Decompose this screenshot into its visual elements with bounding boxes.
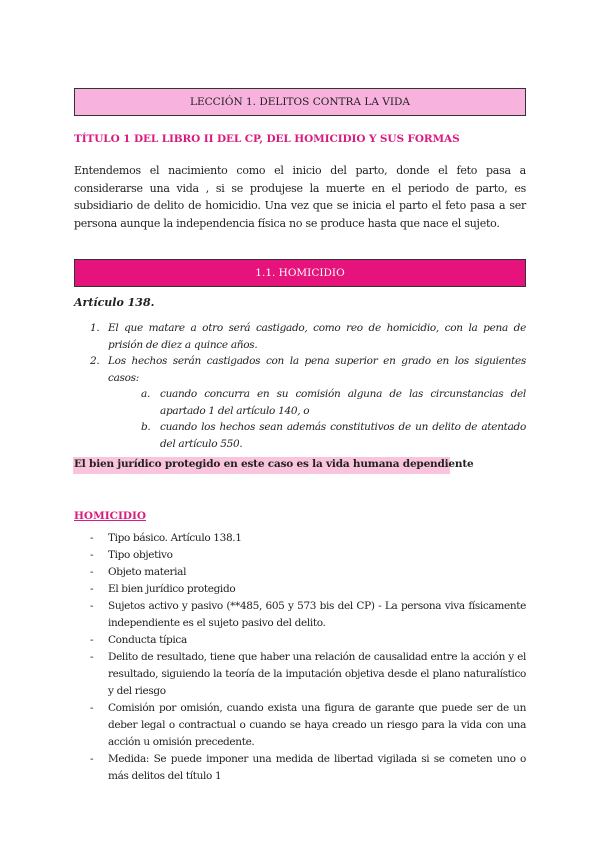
list-item-text: Delito de resultado, tiene que haber una relación de causalidad entre la acción y el resultado, siguiendo la teoría de la imputación objetiva desde el plano naturalístico y del riesgo	[108, 651, 526, 697]
article-item-text: Los hechos serán castigados con la pena superior en grado en los siguientes casos:	[108, 355, 526, 384]
bullet-dash: -	[90, 566, 94, 578]
article-subitem-letter: b.	[141, 421, 151, 433]
highlighted-statement: El bien jurídico protegido en este caso es la vida humana dependiente	[74, 458, 474, 470]
article-item-number: 2.	[90, 355, 100, 367]
intro-paragraph: Entendemos el nacimiento como el inicio del parto, donde el feto pasa a considerarse una vida , si se produjese la muerte en el periodo de parto, es subsidiario de delito de homicidio. Una vez que se inicia el parto el feto pasa a ser persona aunque la independencia física no se produce hasta que nace el sujeto.	[74, 164, 526, 230]
list-item	[90, 649, 526, 700]
bullet-dash: -	[90, 753, 94, 765]
list-item-text: Tipo básico. Artículo 138.1	[108, 532, 242, 544]
article-title: Artículo 138.	[74, 296, 155, 309]
lesson-title: LECCIÓN 1. DELITOS CONTRA LA VIDA	[190, 96, 410, 108]
article-item	[90, 320, 526, 353]
article-subitem-text: cuando concurra en su comisión alguna de las circunstancias del apartado 1 del artículo 140, o	[160, 388, 526, 417]
section-title: 1.1. HOMICIDIO	[255, 267, 345, 279]
bullet-dash: -	[90, 600, 94, 612]
list-item	[90, 700, 526, 751]
bullet-dash: -	[90, 702, 94, 714]
list-item-text: Objeto material	[108, 566, 187, 578]
list-item	[90, 598, 526, 632]
list-item	[90, 547, 526, 564]
article-subitem	[141, 386, 526, 419]
list-item	[90, 581, 526, 598]
article-list	[90, 320, 526, 452]
article-subitem-text: cuando los hechos sean además constitutivos de un delito de atentado del artículo 550.	[160, 421, 526, 450]
homicidio-heading: HOMICIDIO	[74, 510, 147, 522]
section-title-box	[74, 259, 526, 287]
bullet-dash: -	[90, 583, 94, 595]
list-item-text: Tipo objetivo	[108, 549, 173, 561]
article-item-number: 1.	[90, 322, 100, 334]
bullet-dash: -	[90, 549, 94, 561]
article-subitem-letter: a.	[141, 388, 150, 400]
article-subitem	[141, 419, 526, 452]
list-item	[90, 632, 526, 649]
bullet-dash: -	[90, 532, 94, 544]
homicidio-list	[90, 530, 526, 785]
list-item-text: Comisión por omisión, cuando exista una figura de garante que puede ser de un deber legal o contractual o cuando se haya creado un riesgo para la vida con una acción u omisión precedente.	[108, 702, 526, 748]
lesson-title-box	[74, 88, 526, 116]
list-item	[90, 564, 526, 581]
list-item-text: Medida: Se puede imponer una medida de libertad vigilada si se cometen uno o más delitos del título 1	[108, 753, 526, 782]
article-sublist	[108, 386, 526, 452]
article-item-text: El que matare a otro será castigado, como reo de homicidio, con la pena de prisión de diez a quince años.	[108, 322, 526, 351]
list-item-text: Sujetos activo y pasivo (**485, 605 y 573 bis del CP) - La persona viva físicamente independiente es el sujeto pasivo del delito.	[108, 600, 526, 629]
list-item-text: El bien jurídico protegido	[108, 583, 236, 595]
article-item	[90, 353, 526, 452]
title-heading: TÍTULO 1 DEL LIBRO II DEL CP, DEL HOMICIDIO Y SUS FORMAS	[74, 133, 460, 145]
bullet-dash: -	[90, 651, 94, 663]
list-item-text: Conducta típica	[108, 634, 187, 646]
list-item	[90, 530, 526, 547]
bullet-dash: -	[90, 634, 94, 646]
list-item	[90, 751, 526, 785]
